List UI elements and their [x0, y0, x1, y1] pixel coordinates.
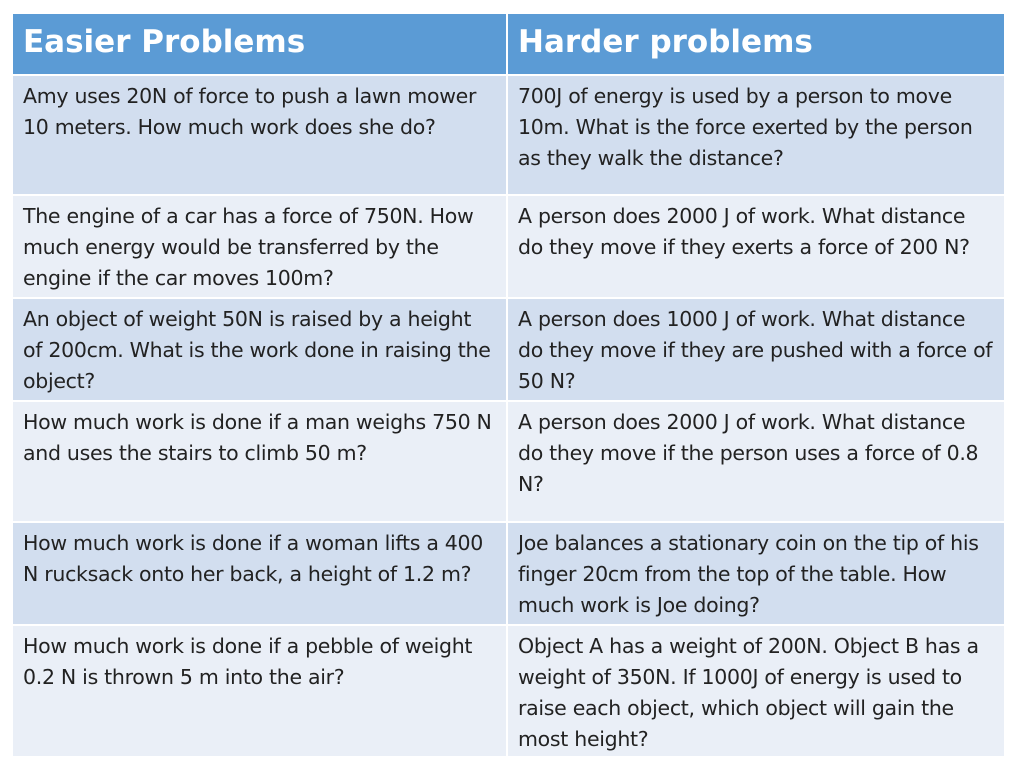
harder-problem-cell: Joe balances a stationary coin on the tip of his finger 20cm from the top of the table. How much work is Joe doing? [507, 522, 1005, 625]
harder-problem-cell: A person does 2000 J of work. What distance do they move if the person uses a force of 0.8 N? [507, 401, 1005, 522]
easier-problem-cell: How much work is done if a woman lifts a 400 N rucksack onto her back, a height of 1.2 m? [12, 522, 507, 625]
table-row [12, 625, 1005, 757]
easier-problem-cell: Amy uses 20N of force to push a lawn mower 10 meters. How much work does she do? [12, 75, 507, 195]
harder-problem-cell: 700J of energy is used by a person to move 10m. What is the force exerted by the person as they walk the distance? [507, 75, 1005, 195]
problems-table [11, 12, 1006, 758]
header-easier-problems: Easier Problems [12, 13, 507, 75]
harder-problem-cell: Object A has a weight of 200N. Object B has a weight of 350N. If 1000J of energy is used to raise each object, which object will gain the most height? [507, 625, 1005, 757]
easier-problem-cell: How much work is done if a pebble of weight 0.2 N is thrown 5 m into the air? [12, 625, 507, 757]
table-row [12, 75, 1005, 195]
table-row [12, 522, 1005, 625]
header-row [12, 13, 1005, 75]
table-row [12, 298, 1005, 401]
easier-problem-cell: The engine of a car has a force of 750N. How much energy would be transferred by the engine if the car moves 100m? [12, 195, 507, 298]
header-harder-problems: Harder problems [507, 13, 1005, 75]
harder-problem-cell: A person does 2000 J of work. What distance do they move if they exerts a force of 200 N? [507, 195, 1005, 298]
table-row [12, 401, 1005, 522]
harder-problem-cell: A person does 1000 J of work. What distance do they move if they are pushed with a force of 50 N? [507, 298, 1005, 401]
table-row [12, 195, 1005, 298]
easier-problem-cell: How much work is done if a man weighs 750 N and uses the stairs to climb 50 m? [12, 401, 507, 522]
easier-problem-cell: An object of weight 50N is raised by a height of 200cm. What is the work done in raising the object? [12, 298, 507, 401]
